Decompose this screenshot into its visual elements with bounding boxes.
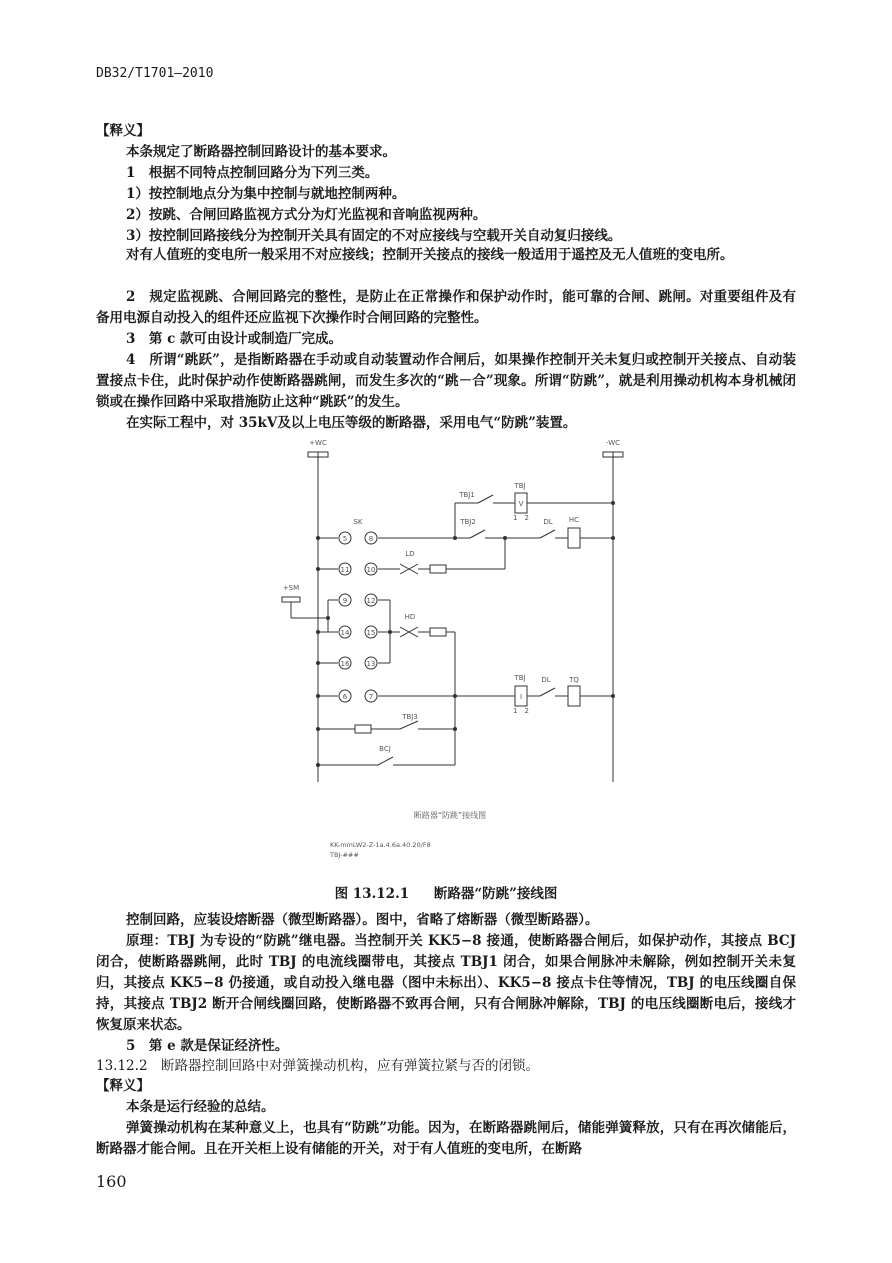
svg-text:KK-mmLW2-Z-1a.4.6a.40.20/F8: KK-mmLW2-Z-1a.4.6a.40.20/F8	[330, 841, 431, 849]
svg-text:12: 12	[366, 597, 376, 605]
svg-text:DL: DL	[543, 518, 553, 526]
paragraph: 4 所谓“跳跃”，是指断路器在手动或自动装置动作合闸后，如果操作控制开关未复归或控制开关接点、自动装置接点卡住，此时保护动作使断路器跳闸，而发生多次的“跳－合”现象。所谓“防跳”，就是利用操动机构本身机械闭锁或在操作回路中采取措施防止这种“跳跃”的发生。	[96, 352, 796, 410]
svg-text:I: I	[519, 693, 523, 701]
svg-text:9: 9	[342, 597, 348, 605]
svg-text:+WC: +WC	[309, 439, 327, 447]
svg-text:1 2: 1 2	[513, 514, 529, 522]
paragraph: 原理：TBJ 为专设的“防跳”继电器。当控制开关 KK5−8 接通，使断路器合闸后，如保护动作，其接点 BCJ 闭合，使断路器跳闸，此时 TBJ 的电流线圈带电，其接点 TBJ1 闭合，如果合闸脉冲未解除，例如控制开关未复归，其接点 KK5−8 仍接通，或自动投入继电器（图中未标出）、KK5−8 接点卡住等情况，TBJ 的电压线圈自保持，其接点 TBJ2 断开合闸线圈回路，使断路器不致再合闸，只有合闸脉冲解除，TBJ 的电压线圈断电后，接线才恢复原来状态。	[96, 933, 796, 1033]
svg-text:BCJ: BCJ	[379, 745, 391, 753]
svg-text:HC: HC	[568, 516, 580, 524]
list-item: 2）按跳、合闸回路监视方式分为灯光监视和音响监视两种。	[126, 207, 487, 223]
figure-caption	[0, 882, 892, 902]
svg-text:16: 16	[340, 660, 350, 668]
page-number: 160	[96, 1172, 127, 1191]
paragraph: 5 第 e 款是保证经济性。	[126, 1038, 289, 1054]
list-item: 3）按控制回路接线分为控制开关具有固定的不对应接线与空载开关自动复归接线。	[126, 228, 622, 244]
svg-text:11: 11	[340, 566, 350, 574]
svg-text:TBJ: TBJ	[514, 482, 526, 490]
clause-text: 13.12.2 断路器控制回路中对弹簧操动机构，应有弹簧拉紧与否的闭锁。	[96, 1058, 540, 1074]
svg-text:-WC: -WC	[605, 439, 621, 447]
svg-text:15: 15	[366, 629, 376, 637]
section-heading: 【释义】	[96, 123, 150, 139]
svg-text:DL: DL	[541, 676, 551, 684]
svg-text:HD: HD	[404, 613, 416, 621]
paragraph: 在实际工程中，对 35kV及以上电压等级的断路器，采用电气“防跳”装置。	[126, 415, 577, 431]
svg-text:10: 10	[366, 566, 376, 574]
svg-text:TBJ3: TBJ3	[402, 713, 418, 721]
svg-text:13: 13	[366, 660, 376, 668]
svg-text:TBJ1: TBJ1	[459, 491, 475, 499]
svg-text:14: 14	[340, 629, 350, 637]
paragraph: 对有人值班的变电所一般采用不对应接线；控制开关接点的接线一般适用于遥控及无人值班的变电所。	[126, 247, 734, 263]
paragraph: 本条规定了断路器控制回路设计的基本要求。	[126, 144, 396, 160]
svg-text:TQ: TQ	[569, 676, 579, 684]
svg-text:6: 6	[342, 693, 348, 701]
svg-text:TBJ: TBJ	[514, 674, 526, 682]
section-heading: 【释义】	[96, 1078, 150, 1094]
svg-text:SK: SK	[353, 518, 363, 526]
paragraph: 3 第 c 款可由设计或制造厂完成。	[126, 331, 343, 347]
figure-number: 图 13.12.1	[334, 886, 410, 902]
svg-text:7: 7	[368, 693, 374, 701]
svg-text:断路器“防跳”接线图: 断路器“防跳”接线图	[413, 811, 487, 820]
svg-text:+SM: +SM	[282, 584, 300, 592]
paragraph: 1 根据不同特点控制回路分为下列三类。	[126, 165, 379, 181]
svg-text:8: 8	[368, 535, 374, 543]
svg-text:V: V	[518, 500, 524, 508]
svg-text:LD: LD	[405, 550, 415, 558]
paragraph: 弹簧操动机构在某种意义上，也具有“防跳”功能。因为，在断路器跳闸后，储能弹簧释放，只有在再次储能后，断路器才能合闸。且在开关柜上设有储能的开关，对于有人值班的变电所，在断路	[96, 1120, 796, 1157]
svg-text:1 2: 1 2	[513, 707, 529, 715]
document-code: DB32/T1701—2010	[96, 66, 214, 81]
list-item: 1）按控制地点分为集中控制与就地控制两种。	[126, 186, 406, 202]
figure-title: 断路器“防跳”接线图	[433, 886, 558, 902]
svg-text:TBJ2: TBJ2	[460, 518, 476, 526]
paragraph: 本条是运行经验的总结。	[126, 1099, 275, 1115]
svg-text:TBJ-###: TBJ-###	[330, 851, 359, 859]
paragraph: 控制回路，应装设熔断器（微型断路器）。图中，省略了熔断器（微型断路器）。	[126, 912, 599, 928]
svg-text:5: 5	[342, 535, 348, 543]
paragraph: 2 规定监视跳、合闸回路完的整性，是防止在正常操作和保护动作时，能可靠的合闸、跳闸。对重要组件及有备用电源自动投入的组件还应监视下次操作时合闸回路的完整性。	[96, 289, 796, 326]
